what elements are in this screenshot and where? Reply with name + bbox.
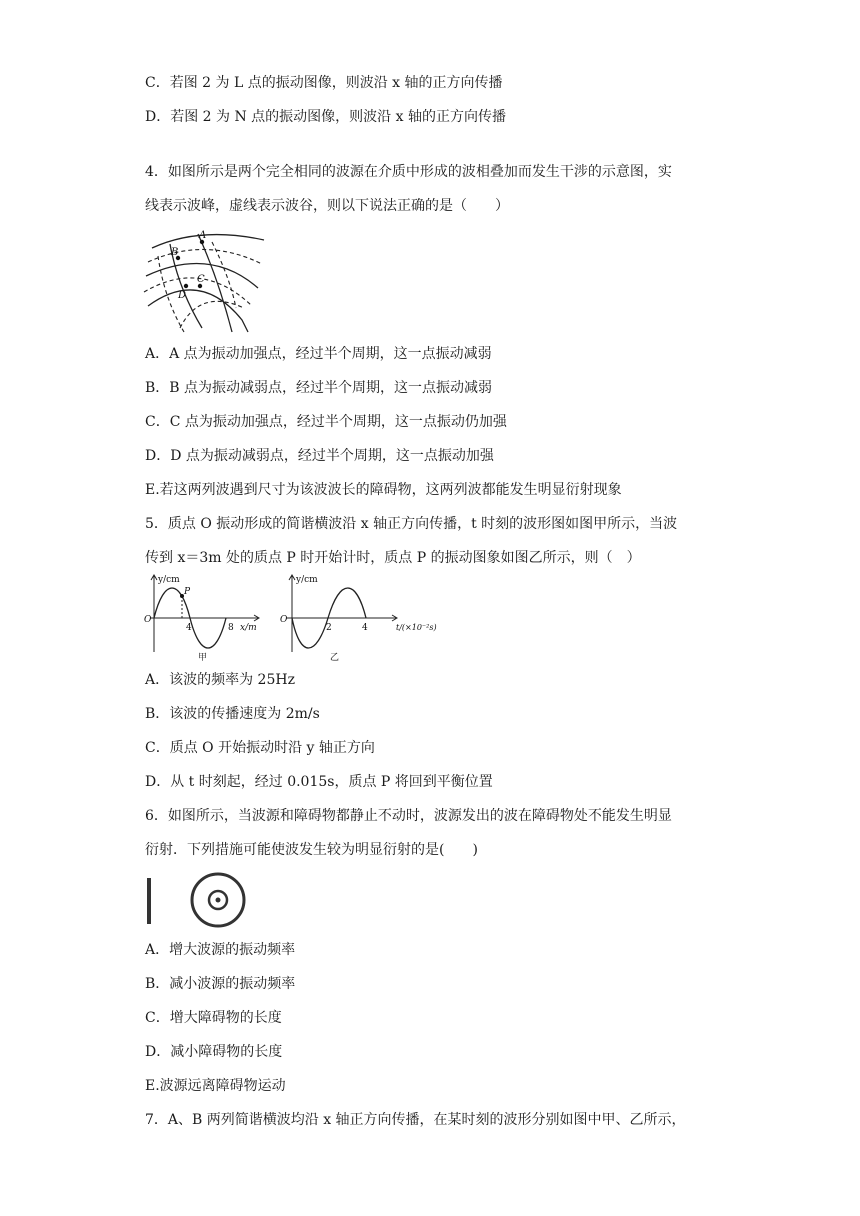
q5-option-d: D．从 t 时刻起，经过 0.015s，质点 P 将回到平衡位置: [145, 774, 493, 790]
figure-label-d: D: [178, 290, 187, 301]
jia-tick-8: 8: [228, 623, 234, 633]
yi-xlabel: t/(×10⁻²s): [396, 623, 437, 632]
q4-option-b: B．B 点为振动减弱点，经过半个周期，这一点振动减弱: [145, 380, 493, 396]
q5-option-c: C．质点 O 开始振动时沿 y 轴正方向: [145, 740, 375, 756]
yi-tick-2: 2: [326, 623, 332, 633]
q4-option-a: A．A 点为振动加强点，经过半个周期，这一点振动减弱: [145, 346, 492, 362]
yi-caption: 乙: [330, 653, 340, 663]
jia-caption: 甲: [198, 653, 208, 663]
obstacle-bar: [147, 878, 151, 924]
figure-label-a: A: [199, 230, 207, 241]
q6-option-b: B．减小波源的振动频率: [145, 976, 296, 992]
q6-source-obstacle-figure: [140, 872, 260, 930]
wave-source-icon: [192, 874, 244, 926]
prev-option-d: D．若图 2 为 N 点的振动图像，则波沿 x 轴的正方向传播: [145, 109, 506, 125]
yi-tick-4: 4: [362, 623, 368, 633]
q6-stem-line2: 衍射．下列措施可能使波发生较为明显衍射的是( ): [145, 842, 478, 858]
q5-vibration-figure-yi: [278, 572, 438, 664]
jia-ylabel: y/cm: [158, 575, 180, 585]
q5-stem-line1: 5．质点 O 振动形成的简谐横波沿 x 轴正方向传播，t 时刻的波形图如图甲所示，当波: [145, 516, 678, 532]
q5-option-b: B．该波的传播速度为 2m/s: [145, 706, 320, 722]
q6-option-c: C．增大障碍物的长度: [145, 1010, 282, 1026]
q7-stem-line1: 7．A、B 两列简谐横波均沿 x 轴正方向传播，在某时刻的波形分别如图中甲、乙所示，: [145, 1112, 686, 1128]
prev-option-c: C．若图 2 为 L 点的振动图像，则波沿 x 轴的正方向传播: [145, 75, 503, 91]
q6-stem-line1: 6．如图所示，当波源和障碍物都静止不动时，波源发出的波在障碍物处不能发生明显: [145, 808, 672, 824]
yi-ylabel: y/cm: [296, 575, 318, 585]
q5-wave-figure-jia: [140, 572, 265, 664]
yi-origin: O: [280, 615, 288, 625]
q6-option-e: E.波源远离障碍物运动: [145, 1078, 286, 1094]
q4-stem-line2: 线表示波峰，虚线表示波谷，则以下说法正确的是（ ）: [145, 198, 509, 214]
q4-stem-line1: 4．如图所示是两个完全相同的波源在介质中形成的波相叠加而发生干涉的示意图，实: [145, 164, 672, 180]
q4-option-d: D．D 点为振动减弱点，经过半个周期，这一点振动加强: [145, 448, 494, 464]
q6-option-a: A．增大波源的振动频率: [145, 942, 296, 958]
jia-origin: O: [144, 615, 152, 625]
figure-label-c: C: [197, 274, 205, 285]
figure-label-b: B: [171, 247, 179, 258]
q5-option-a: A．该波的频率为 25Hz: [145, 672, 295, 688]
jia-xlabel: x/m: [240, 623, 257, 633]
jia-tick-4: 4: [186, 623, 192, 633]
q6-option-d: D．减小障碍物的长度: [145, 1044, 283, 1060]
jia-point-p: P: [184, 587, 191, 597]
q4-option-e: E.若这两列波遇到尺寸为该波波长的障碍物，这两列波都能发生明显衍射现象: [145, 482, 622, 498]
q4-option-c: C．C 点为振动加强点，经过半个周期，这一点振动仍加强: [145, 414, 507, 430]
q5-stem-line2: 传到 x＝3m 处的质点 P 时开始计时，质点 P 的振动图象如图乙所示，则（ ）: [145, 550, 641, 566]
q4-interference-figure: [140, 228, 270, 336]
